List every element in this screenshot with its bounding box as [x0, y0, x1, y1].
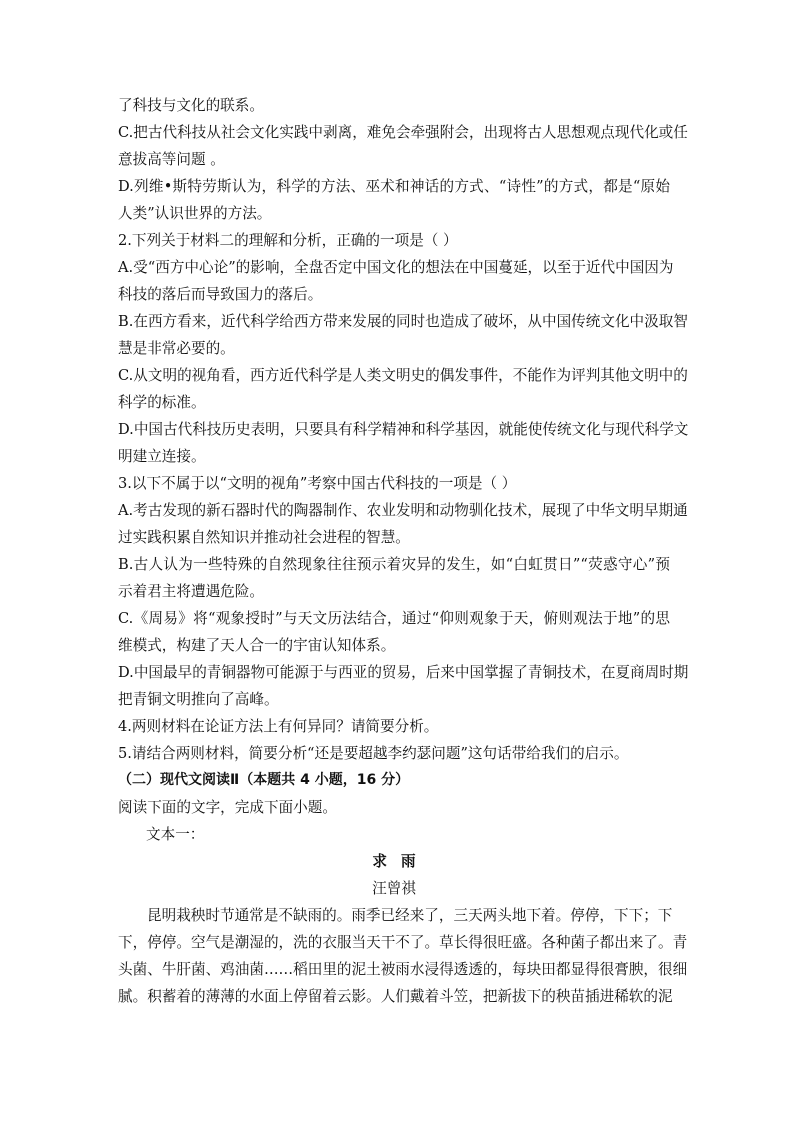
- question-2-option-c-line-2: 科学的标准。: [118, 394, 206, 411]
- text-one-label: 文本一：: [146, 826, 205, 843]
- reading-instruction: 阅读下面的文字，完成下面小题。: [118, 799, 337, 816]
- question-2-option-d-line-2: 明建立连接。: [118, 448, 206, 465]
- question-1-option-c-line-2: 意拔高等问题 。: [118, 151, 225, 168]
- question-3-option-d-line-2: 把青铜文明推向了高峰。: [118, 691, 279, 708]
- question-2-option-a-line-2: 科技的落后而导致国力的落后。: [118, 286, 323, 303]
- article-author: 汪曾祺: [372, 880, 416, 897]
- document-page: [118, 92, 689, 1010]
- article-paragraph-line-2: 下，停停。空气是潮湿的，洗的衣服当天干不了。草长得很旺盛。各种菌子都出来了。青: [118, 934, 688, 951]
- question-3-option-d-line-1: D.中国最早的青铜器物可能源于与西亚的贸易，后来中国掌握了青铜技术，在夏商周时期: [118, 664, 689, 681]
- question-3-option-b-line-2: 示着君主将遭遇危险。: [118, 583, 264, 600]
- question-2-option-a-line-1: A.受“西方中心论”的影响，全盘否定中国文化的想法在中国蔓延，以至于近代中国因为: [118, 259, 674, 276]
- question-1-option-c-line-1: C.把古代科技从社会文化实践中剥离，难免会牵强附会，出现将古人思想观点现代化或任: [118, 124, 688, 141]
- question-2-stem: 2.下列关于材料二的理解和分析，正确的一项是（ ）: [118, 232, 458, 249]
- article-title: 求雨: [372, 853, 430, 870]
- question-3-option-b-line-1: B.古人认为一些特殊的自然现象往往预示着灾异的发生，如“白虹贯日”“荧惑守心”预: [118, 556, 670, 573]
- question-4: 4.两则材料在论证方法上有何异同？请简要分析。: [118, 718, 439, 735]
- question-2-option-b-line-2: 慧是非常必要的。: [118, 340, 235, 357]
- question-3-option-a-line-2: 过实践积累自然知识并推动社会进程的智慧。: [118, 529, 410, 546]
- question-2-option-c-line-1: C.从文明的视角看，西方近代科学是人类文明史的偶发事件，不能作为评判其他文明中的: [118, 367, 688, 384]
- section-heading: （二）现代文阅读Ⅱ（本题共 4 小题，16 分）: [118, 772, 410, 788]
- question-2-option-d-line-1: D.中国古代科技历史表明，只要具有科学精神和科学基因，就能使传统文化与现代科学文: [118, 421, 689, 438]
- article-paragraph-line-1: 昆明栽秧时节通常是不缺雨的。雨季已经来了，三天两头地下着。停停，下下；下: [147, 907, 673, 924]
- question-2-option-b-line-1: B.在西方看来，近代科学给西方带来发展的同时也造成了破坏，从中国传统文化中汲取智: [118, 313, 688, 330]
- question-1-option-b-tail: 了科技与文化的联系。: [118, 97, 264, 114]
- question-3-stem: 3.以下不属于以“文明的视角”考察中国古代科技的一项是（ ）: [118, 475, 517, 492]
- question-1-option-d-line-1: D.列维•斯特劳斯认为，科学的方法、巫术和神话的方式、“诗性”的方式，都是“原始: [118, 178, 670, 195]
- article-paragraph-line-4: 腻。积蓄着的薄薄的水面上停留着云影。人们戴着斗笠，把新拔下的秧苗插进稀软的泥: [118, 988, 673, 1005]
- question-3-option-c-line-2: 维模式，构建了天人合一的宇宙认知体系。: [118, 637, 396, 654]
- article-paragraph-line-3: 头菌、牛肝菌、鸡油菌……稻田里的泥土被雨水浸得透透的，每块田都显得很膏腴，很细: [118, 961, 688, 978]
- question-1-option-d-line-2: 人类”认识世界的方法。: [118, 205, 272, 222]
- question-5: 5.请结合两则材料，简要分析“还是要超越李约瑟问题”这句话带给我们的启示。: [118, 745, 629, 762]
- question-3-option-a-line-1: A.考古发现的新石器时代的陶器制作、农业发明和动物驯化技术，展现了中华文明早期通: [118, 502, 688, 519]
- question-3-option-c-line-1: C.《周易》将“观象授时”与天文历法结合，通过“仰则观象于天，俯则观法于地”的思: [118, 610, 670, 627]
